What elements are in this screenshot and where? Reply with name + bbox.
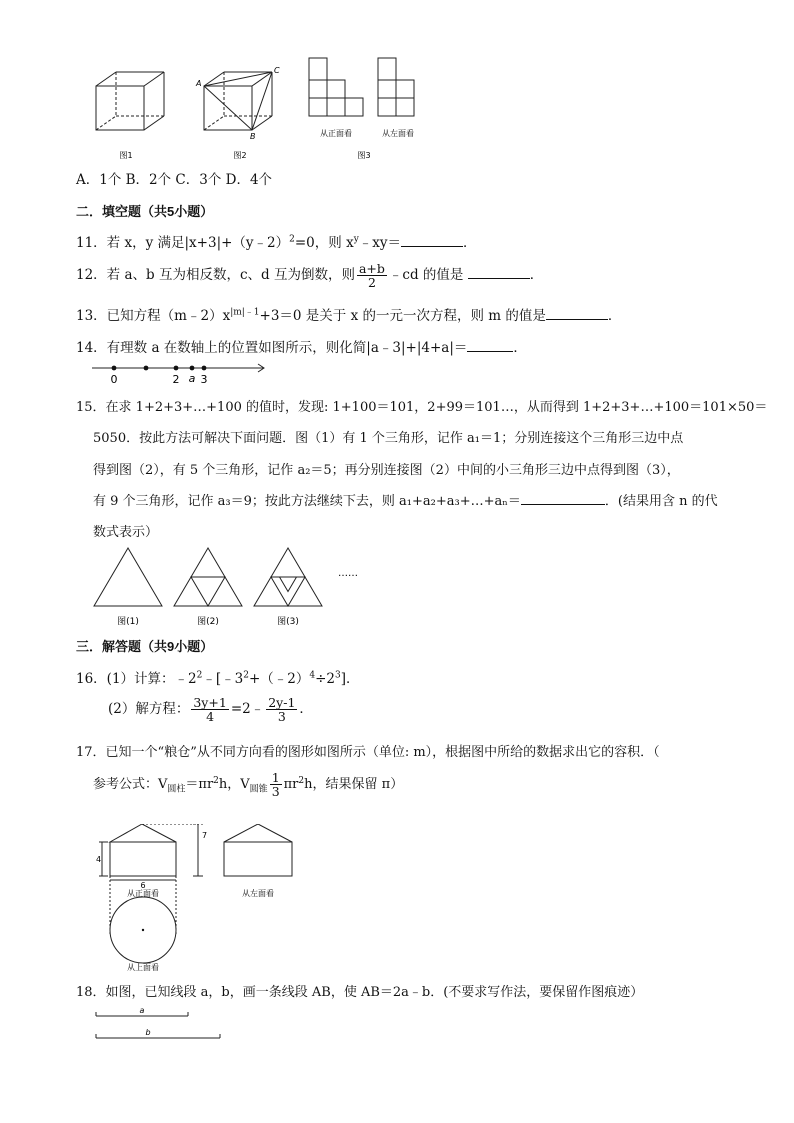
q16-fraction-2: $\frac{2y-1}{3}$ [268, 695, 296, 725]
fig3-label: 图3 [357, 151, 371, 160]
left-view-caption: 从左面看 [242, 889, 274, 898]
section-2-title: 二．填空题（共5小题） [76, 204, 214, 219]
left-view-body [224, 842, 292, 876]
number-line-point [144, 366, 149, 371]
q15-line-5: 数式表示） [93, 525, 159, 540]
front-view-roof [110, 824, 176, 842]
tick-label-0: 0 [110, 373, 118, 386]
dim-6-label: 6 [140, 881, 146, 890]
q15-answer-blank[interactable] [521, 492, 605, 505]
q18-segments [92, 1004, 232, 1044]
front-view-label: 从正面看 [320, 129, 352, 138]
question-18: 18．如图，已知线段 a，b，画一条线段 AB，使 AB＝2a﹣b．(不要求写作法，要保留作图痕迹） [76, 985, 644, 1000]
continuation-dots: …… [338, 568, 358, 579]
q11-answer-blank[interactable] [401, 234, 463, 247]
q15-line-4: 有 9 个三角形，记作 a₃＝9；按此方法继续下去，则 a₁+a₂+a₃+…+aₙ＝ ．(结果用含 n 的代 [93, 494, 718, 509]
q10-options: A．1个 B．2个 C．3个 D．4个 [76, 172, 273, 188]
q16-part-1: 16．(1）计算：$﹣2^2﹣[﹣3^2+(﹣2)^4\div 2^3]$． [76, 670, 360, 687]
q15-triangles [90, 544, 360, 630]
segment-b-label: b [145, 1028, 151, 1037]
q14-answer-blank[interactable] [467, 339, 513, 352]
q15-line-2: 5050．按此方法可解决下面问题．图（1）有 1 个三角形，记作 a₁＝1；分别连接这个三角形三边中点 [93, 431, 684, 446]
left-view-label: 从左面看 [382, 129, 414, 138]
q11-pre: 11．若 x，y 满足|x+3|+（y﹣2） [76, 235, 290, 251]
granary-views [88, 824, 308, 974]
dim-4-label: 4 [96, 855, 102, 864]
fig2-point-c: C [274, 66, 280, 75]
fig-1-label: 图(1) [117, 617, 139, 627]
number-line-point [202, 366, 207, 371]
q15-line-1: 15．在求 1+2+3+…+100 的值时，发现: 1+100＝101，2+99＝101…，从而得到 1+2+3+…+100＝101×50＝ [76, 400, 768, 415]
front-view-body [110, 842, 176, 876]
number-line-point [112, 366, 117, 371]
cube-figure-1 [96, 72, 164, 130]
tick-label-3: 3 [200, 373, 208, 386]
front-view-caption: 从正面看 [127, 889, 159, 898]
fig2-label: 图2 [233, 151, 247, 160]
fig2-point-a: A [196, 79, 202, 88]
tick-label-2: 2 [172, 373, 180, 386]
q15-line-3: 得到图（2），有 5 个三角形，记作 a₂＝5；再分别连接图（2）中间的小三角形三边中点得到图（3）， [93, 463, 680, 478]
fig2-point-b: B [250, 132, 256, 141]
dim-7-label: 7 [202, 831, 208, 840]
question-13: 13．已知方程$(m﹣2)x^{|m|﹣1}+3=0$ 是关于 x 的一元一次方程，则 m 的值是 ． [76, 307, 622, 324]
q16-part-2: (2）解方程： $\frac{3y+1}{4}$ =2﹣ $\frac{2y-1}{3}$ ． [108, 695, 313, 725]
fig-3-label: 图(3) [277, 617, 299, 627]
left-view-grid [378, 58, 414, 116]
q13-answer-blank[interactable] [546, 307, 608, 320]
q12-answer-blank[interactable] [468, 266, 530, 279]
q17-line-2: 参考公式：$V_{圆柱}=\pi r^2h$，$V_{圆锥}$ $\frac{1}{3}$ $\pi r^2h$，结果保留 π） [93, 770, 404, 800]
tick-label-a: a [188, 372, 196, 385]
q17-line-1: 17．已知一个“粮仓”从不同方向看的图形如图所示（单位: m），根据图中所给的数据求出它的容积．（ [76, 745, 660, 760]
question-11: 11．若 x，y 满足|x+3|+（y﹣2）$^2$=0，则 $x^y﹣xy=$ ． [76, 234, 477, 251]
question-14: 14．有理数 a 在数轴上的位置如图所示，则化简|a﹣3|+|4+a|＝ ． [76, 340, 527, 356]
fig-2-label: 图(2) [197, 617, 219, 627]
segment-a-label: a [139, 1006, 145, 1015]
q11-mid: =0，则 x [294, 235, 354, 251]
fig1-label: 图1 [119, 151, 133, 160]
question-12: 12．若 a、b 互为相反数，c、d 互为倒数，则 $\frac{a+b}{2}$ ﹣cd 的值是 ． [76, 261, 544, 291]
number-line-point-a [190, 366, 195, 371]
q12-fraction: $\frac{a+b}{2}$ [358, 261, 385, 291]
number-line [90, 360, 270, 386]
top-figures [80, 50, 440, 165]
front-view-grid [309, 58, 363, 116]
q11-post: ﹣xy＝ [358, 235, 402, 251]
q16-fraction-1: $\frac{3y+1}{4}$ [193, 695, 227, 725]
number-line-point [174, 366, 179, 371]
section-3-title: 三．解答题（共9小题） [76, 639, 214, 654]
top-view-caption: 从上面看 [127, 963, 159, 972]
left-view-roof [224, 824, 292, 842]
triangle-fig-1 [94, 548, 162, 606]
cube-figure-2 [204, 72, 272, 130]
